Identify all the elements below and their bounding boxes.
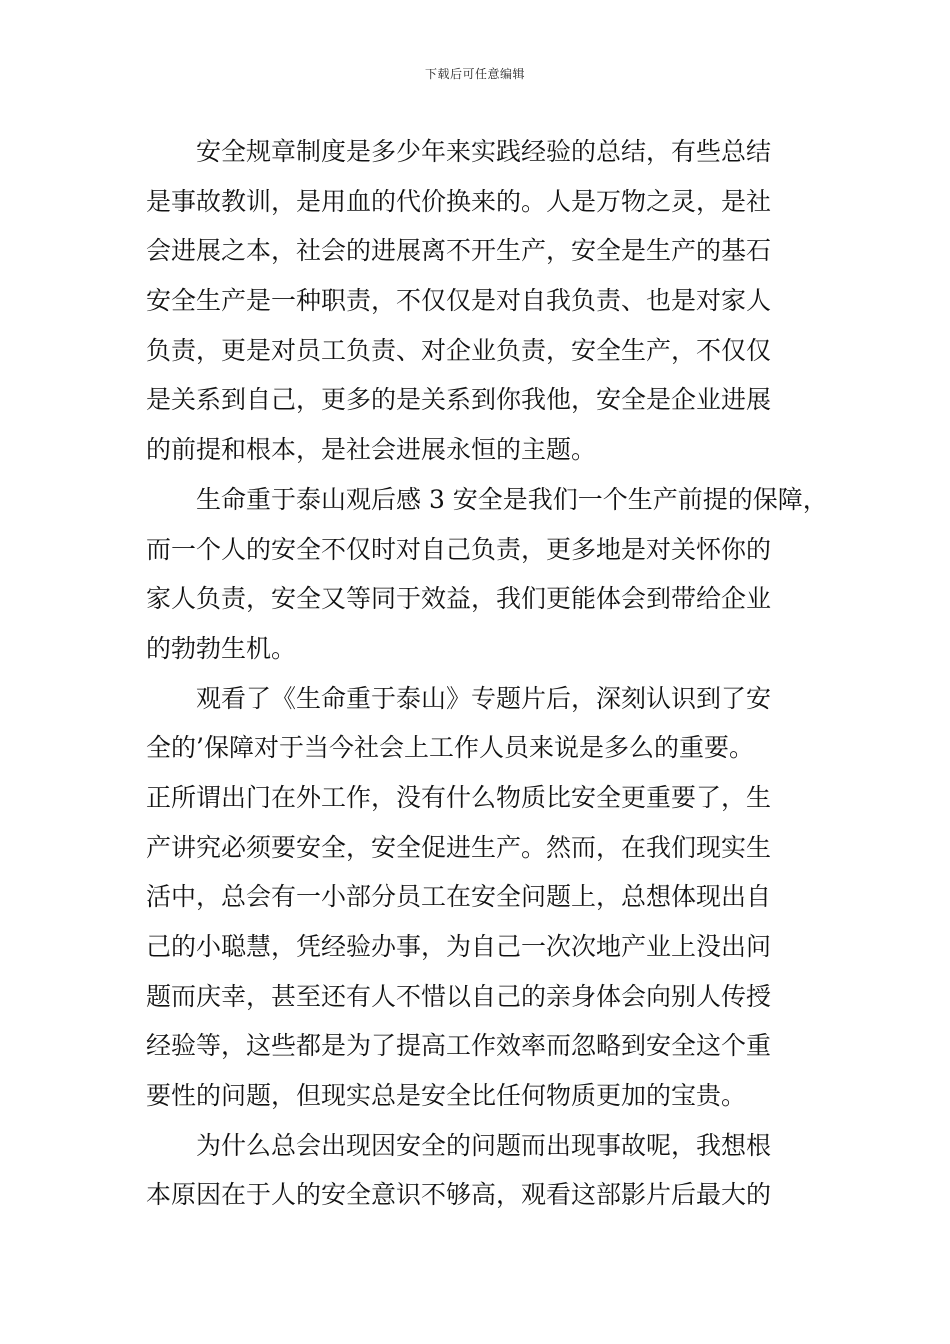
text-line: 是事故教训，是用血的代价换来的。人是万物之灵，是社 (146, 186, 772, 216)
text-line: 活中，总会有一小部分员工在安全问题上，总想体现出自 (146, 882, 772, 912)
page-header: 下载后可任意编辑 (424, 67, 525, 81)
paragraph-2 (146, 475, 828, 674)
text-line: 经验等，这些都是为了提高工作效率而忽略到安全这个重 (146, 1031, 772, 1061)
text-line: 为什么总会出现因安全的问题而出现事故呢，我想根 (196, 1130, 772, 1160)
text-line: 要性的问题，但现实总是安全比任何物质更加的宝贵。 (146, 1081, 747, 1111)
text-line: 而一个人的安全不仅时对自己负责，更多地是对关怀你的 (146, 534, 772, 564)
text-line: 安全规章制度是多少年来实践经验的总结，有些总结 (196, 137, 772, 166)
text-line: 正所谓出门在外工作，没有什么物质比安全更重要了，生 (146, 782, 772, 812)
paragraph-3 (146, 674, 812, 1121)
text-line: 家人负责，安全又等同于效益，我们更能体会到带给企业 (146, 584, 772, 614)
text-line: 的勃勃生机。 (146, 633, 297, 663)
text-line: 的前提和根本，是社会进展永恒的主题。 (146, 435, 597, 465)
text-line: 会进展之本，社会的进展离不开生产，安全是生产的基石 (146, 236, 772, 266)
paragraph-4 (146, 1121, 812, 1220)
text-line: 本原因在于人的安全意识不够高，观看这部影片后最大的 (146, 1180, 772, 1210)
document-body (146, 127, 828, 1220)
text-line: 负责，更是对员工负责、对企业负责，安全生产，不仅仅 (146, 335, 772, 365)
text-line: 是关系到自己，更多的是关系到你我他，安全是企业进展 (146, 385, 772, 415)
text-line: 题而庆幸，甚至还有人不惜以自己的亲身体会向别人传授 (146, 981, 772, 1011)
text-line: 产讲究必须要安全，安全促进生产。然而，在我们现实生 (146, 832, 772, 862)
text-line: 己的小聪慧，凭经验办事，为自己一次次地产业上没出问 (146, 932, 772, 961)
paragraph-1 (146, 127, 812, 475)
text-line: 观看了《生命重于泰山》专题片后，深刻认识到了安 (196, 683, 772, 713)
text-line: 全的’保障对于当今社会上工作人员来说是多么的重要。 (146, 733, 754, 763)
text-line: 生命重于泰山观后感 3 安全是我们一个生产前提的保障， (196, 484, 828, 514)
text-line: 安全生产是一种职责，不仅仅是对自我负责、也是对家人 (146, 286, 772, 316)
